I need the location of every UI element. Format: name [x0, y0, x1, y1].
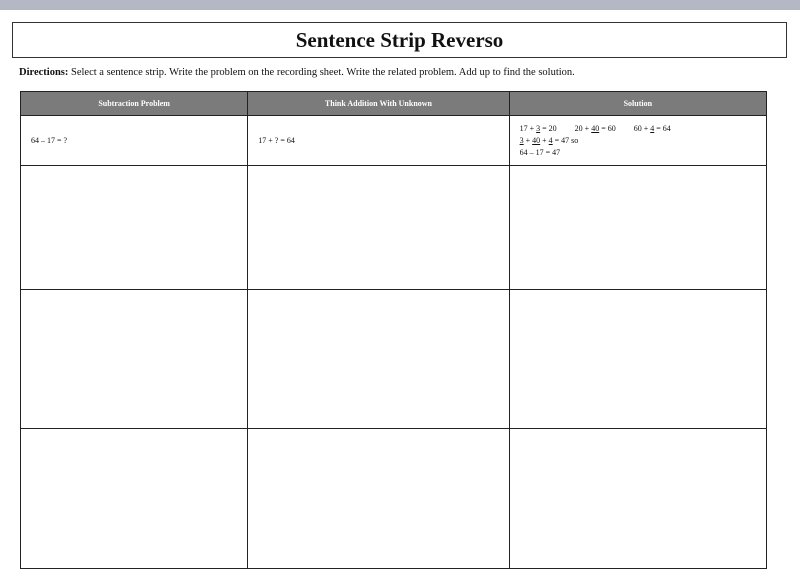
top-strip: [0, 0, 800, 10]
blank-cell: [509, 166, 766, 290]
blank-cell: [248, 429, 509, 569]
title-box: [12, 22, 787, 58]
blank-cell: [509, 289, 766, 429]
header-solution: Solution: [509, 92, 766, 116]
header-row: [21, 92, 767, 116]
header-think-addition: Think Addition With Unknown: [248, 92, 509, 116]
solution-line-2: 3 + 40 + 4 = 47 so: [519, 135, 579, 145]
directions: [19, 67, 575, 78]
solution-line-1: [520, 123, 756, 135]
blank-cell: [248, 166, 509, 290]
worksheet-page: [0, 10, 800, 585]
solution-line-3: 64 – 17 = 47: [519, 147, 561, 157]
blank-cell: [21, 289, 248, 429]
example-subtraction-cell: 64 – 17 = ?: [21, 116, 248, 166]
header-subtraction-problem: Subtraction Problem: [21, 92, 248, 116]
solution-step-1: 17 + 3 = 20: [519, 123, 557, 133]
example-addition-cell: 17 + ? = 64: [248, 116, 509, 166]
solution-step-2: 20 + 40 = 60: [574, 123, 616, 133]
blank-cell: [248, 289, 509, 429]
table-row: [21, 116, 767, 166]
table-row: [21, 429, 767, 569]
blank-cell: [21, 166, 248, 290]
example-solution-cell: [509, 116, 766, 166]
blank-cell: [21, 429, 248, 569]
table-row: [21, 289, 767, 429]
blank-cell: [509, 429, 766, 569]
directions-text: Select a sentence strip. Write the problem on the recording sheet. Write the related problem. Add up to find the solution.: [71, 67, 575, 78]
table-row: [21, 166, 767, 290]
directions-label: Directions:: [19, 67, 69, 78]
solution-step-3: 60 + 4 = 64: [633, 123, 671, 133]
page-title: Sentence Strip Reverso: [295, 27, 504, 52]
recording-table: [20, 91, 767, 569]
